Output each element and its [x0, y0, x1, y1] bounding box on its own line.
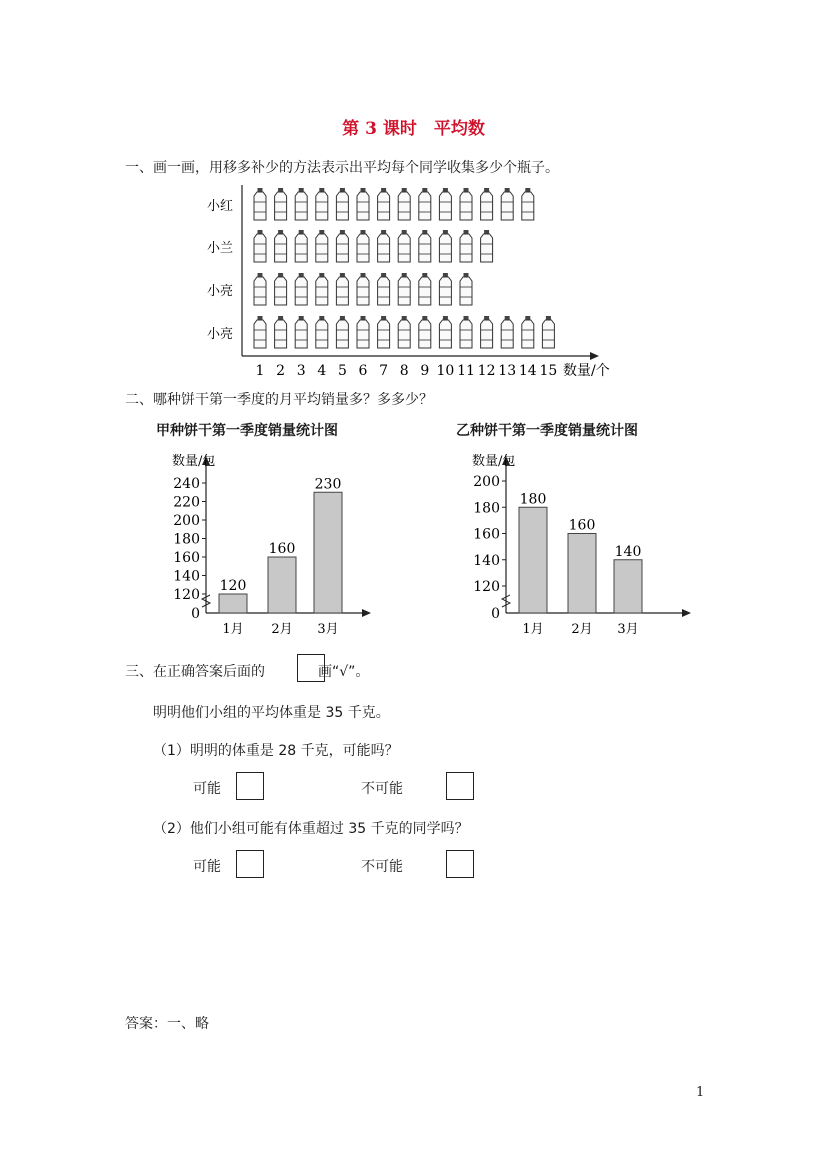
page-title: 第 3 课时 平均数 [342, 119, 485, 139]
question-2: 二、哪种饼干第一季度的月平均销量多？多多少？ [125, 392, 433, 408]
y-tick-label: 240 [173, 476, 200, 492]
bottle-icon [542, 316, 554, 348]
bottle-icon [439, 273, 451, 305]
x-axis-arrow [362, 609, 371, 617]
bottle-icon [357, 273, 369, 305]
x-tick-label: 15 [539, 363, 558, 379]
data-label: 160 [268, 541, 296, 557]
bar [268, 557, 296, 613]
bottle-icon [501, 316, 513, 348]
x-tick-label: 4 [317, 363, 327, 379]
data-label: 140 [614, 543, 642, 560]
checkbox-impossible-1[interactable] [446, 772, 474, 800]
y-tick-label: 0 [191, 606, 200, 622]
option-impossible-2: 不可能 [361, 859, 403, 875]
option-possible-1: 可能 [193, 781, 221, 797]
row-label: 小亮 [207, 284, 234, 299]
x-tick-label: 14 [518, 363, 537, 379]
x-tick-label: 1月 [222, 622, 244, 637]
data-label: 230 [314, 476, 342, 493]
bar [314, 492, 342, 613]
bottle-icon [378, 273, 390, 305]
y-tick-label: 160 [473, 526, 500, 543]
chart-b-title: 乙种饼干第一季度销量统计图 [456, 423, 638, 439]
bottle-icon [357, 316, 369, 348]
y-tick-label: 180 [473, 500, 500, 517]
x-tick-label: 7 [379, 363, 389, 379]
x-axis-arrow [590, 352, 599, 360]
bottle-icon [439, 188, 451, 220]
bottle-icon [419, 230, 431, 262]
x-tick-label: 3 [296, 363, 306, 379]
bottle-icon [275, 230, 287, 262]
x-tick-label: 6 [358, 363, 368, 379]
x-tick-label: 3月 [617, 622, 639, 637]
bar [614, 560, 642, 613]
x-tick-label: 13 [498, 363, 517, 379]
question-3-suffix: 画“√”。 [318, 664, 370, 680]
bottle-icon [316, 316, 328, 348]
y-tick-label: 160 [173, 550, 200, 566]
bottle-icon [254, 273, 266, 305]
x-tick-label: 2月 [571, 622, 593, 637]
y-tick-label: 120 [473, 579, 500, 595]
x-tick-label: 2 [276, 363, 286, 379]
bottle-icon [357, 188, 369, 220]
y-axis-label: 数量/包 [172, 454, 216, 469]
answer-text: 答案：一、略 [125, 1016, 209, 1032]
bottle-icon [419, 273, 431, 305]
bottle-icon [275, 188, 287, 220]
bottle-chart [195, 180, 635, 380]
bottle-icon [439, 230, 451, 262]
bar [519, 507, 547, 613]
bottle-icon [316, 230, 328, 262]
axis-break [502, 595, 510, 607]
checkbox-possible-2[interactable] [236, 850, 264, 878]
bottle-icon [481, 188, 493, 220]
bottle-icon [419, 316, 431, 348]
data-label: 120 [219, 578, 247, 594]
bottle-icon [336, 188, 348, 220]
bottle-icon [398, 273, 410, 305]
x-tick-label: 9 [420, 363, 430, 379]
bottle-icon [522, 188, 534, 220]
bottle-icon [378, 316, 390, 348]
chart-a-title: 甲种饼干第一季度销量统计图 [156, 423, 338, 439]
premise-text: 明明他们小组的平均体重是 35 千克。 [153, 705, 390, 721]
y-tick-label: 220 [173, 494, 200, 511]
bottle-icon [336, 273, 348, 305]
bottle-icon [275, 273, 287, 305]
question-1: 一、画一画，用移多补少的方法表示出平均每个同学收集多少个瓶子。 [125, 160, 559, 176]
sub-question-1: （1）明明的体重是 28 千克，可能吗？ [153, 743, 399, 759]
bottle-icon [481, 316, 493, 348]
bottle-icon [295, 188, 307, 220]
axis-break [202, 595, 210, 607]
bottle-icon [336, 230, 348, 262]
bottle-icon [316, 188, 328, 220]
y-tick-label: 200 [173, 513, 200, 529]
bottle-icon [460, 188, 472, 220]
x-axis-arrow [682, 609, 691, 617]
y-axis-label: 数量/包 [472, 454, 516, 469]
row-label: 小兰 [207, 241, 234, 256]
bottle-icon [460, 316, 472, 348]
bar-chart-a [150, 445, 390, 645]
bottle-icon [295, 273, 307, 305]
x-tick-label: 5 [337, 363, 347, 379]
x-tick-label: 10 [436, 363, 455, 379]
option-impossible-1: 不可能 [361, 781, 403, 797]
bottle-icon [398, 316, 410, 348]
bottle-icon [295, 230, 307, 262]
bottle-icon [419, 188, 431, 220]
bottle-icon [357, 230, 369, 262]
x-tick-label: 1月 [522, 622, 544, 637]
bar-chart-b [450, 445, 700, 645]
bar [219, 594, 247, 613]
bottle-icon [295, 316, 307, 348]
y-tick-label: 140 [473, 552, 500, 569]
data-label: 160 [568, 517, 596, 534]
x-tick-label: 11 [457, 363, 475, 379]
bottle-icon [275, 316, 287, 348]
row-label: 小红 [207, 199, 234, 214]
bottle-icon [336, 316, 348, 348]
bottle-icon [254, 316, 266, 348]
checkbox-possible-1[interactable] [236, 772, 264, 800]
x-tick-label: 8 [399, 363, 409, 379]
y-tick-label: 200 [473, 474, 500, 490]
bottle-icon [398, 230, 410, 262]
bottle-icon [481, 230, 493, 262]
y-tick-label: 0 [491, 606, 500, 622]
x-axis-unit: 数量/个 [563, 363, 610, 379]
bottle-icon [254, 230, 266, 262]
bottle-icon [460, 273, 472, 305]
bottle-icon [398, 188, 410, 220]
checkbox-impossible-2[interactable] [446, 850, 474, 878]
y-tick-label: 140 [173, 568, 200, 585]
page-number: 1 [696, 1085, 705, 1100]
x-tick-label: 2月 [271, 622, 293, 637]
row-label: 小亮 [207, 327, 234, 342]
bar [568, 534, 596, 614]
option-possible-2: 可能 [193, 859, 221, 875]
bottle-icon [378, 230, 390, 262]
bottle-icon [501, 188, 513, 220]
x-tick-label: 3月 [317, 622, 339, 637]
bottle-icon [378, 188, 390, 220]
sub-question-2: （2）他们小组可能有体重超过 35 千克的同学吗？ [153, 821, 469, 837]
x-tick-label: 1 [255, 363, 265, 379]
bottle-icon [522, 316, 534, 348]
bottle-icon [254, 188, 266, 220]
x-tick-label: 12 [477, 363, 496, 379]
bottle-icon [460, 230, 472, 262]
y-tick-label: 180 [173, 531, 200, 548]
data-label: 180 [519, 491, 547, 508]
y-tick-label: 120 [173, 587, 200, 603]
bottle-icon [316, 273, 328, 305]
bottle-icon [439, 316, 451, 348]
question-3-prefix: 三、在正确答案后面的 [125, 664, 265, 680]
